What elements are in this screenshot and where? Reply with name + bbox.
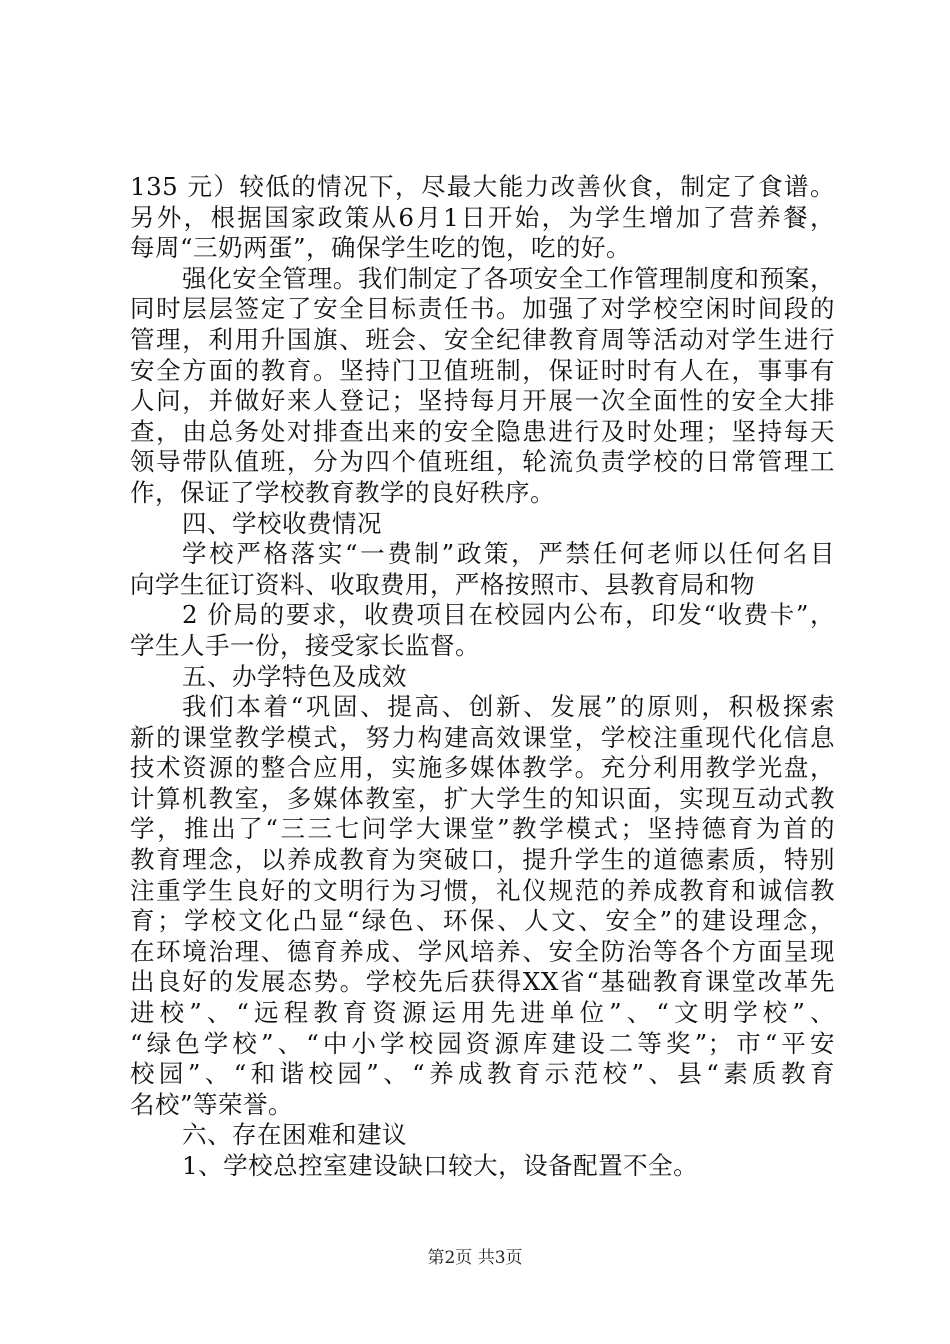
text-line: 六、存在困难和建议: [182, 1120, 407, 1150]
page-footer: 第2页 共3页: [427, 1248, 523, 1268]
text-line: 技术资源的整合应用，实施多媒体教学。充分利用教学光盘，: [130, 753, 835, 783]
document-body: [130, 172, 835, 1182]
text-line: 每周“三奶两蛋”，确保学生吃的饱，吃的好。: [130, 233, 632, 263]
text-line: 135 元）较低的情况下，尽最大能力改善伙食，制定了食谱。: [130, 172, 835, 201]
text-line: 向学生征订资料、收取费用，严格按照市、县教育局和物: [130, 569, 755, 599]
text-line: 育；学校文化凸显“绿色、环保、人文、安全”的建设理念，: [130, 906, 835, 936]
text-line: 强化安全管理。我们制定了各项安全工作管理制度和预案，: [182, 263, 835, 293]
text-line: 注重学生良好的文明行为习惯，礼仪规范的养成教育和诚信教: [130, 875, 835, 905]
text-line: 领导带队值班，分为四个值班组，轮流负责学校的日常管理工: [130, 447, 835, 477]
text-line: 安全方面的教育。坚持门卫值班制，保证时时有人在，事事有: [130, 355, 835, 385]
text-line: 1、学校总控室建设缺口较大，设备配置不全。: [182, 1151, 699, 1180]
text-line: 学，推出了“三三七问学大课堂”教学模式；坚持德育为首的: [130, 814, 835, 844]
text-line: 在环境治理、德育养成、学风培养、安全防治等各个方面呈现: [130, 936, 835, 966]
text-line: 进校”、“远程教育资源运用先进单位”、“文明学校”、: [130, 998, 835, 1028]
text-line: 人问，并做好来人登记；坚持每月开展一次全面性的安全大排: [130, 386, 835, 416]
text-line: 出良好的发展态势。学校先后获得XX省“基础教育课堂改革先: [130, 967, 835, 997]
text-line: 查，由总务处对排查出来的安全隐患进行及时处理；坚持每天: [130, 416, 835, 446]
text-line: 五、办学特色及成效: [182, 661, 407, 691]
text-line: 新的课堂教学模式，努力构建高效课堂，学校注重现代化信息: [130, 722, 835, 752]
text-line: 学校严格落实“一费制”政策，严禁任何老师以任何名目: [182, 539, 835, 569]
text-line: 四、学校收费情况: [182, 508, 382, 538]
text-line: 我们本着“巩固、提高、创新、发展”的原则，积极探索: [182, 692, 835, 722]
text-line: 名校”等荣誉。: [130, 1089, 294, 1119]
text-line: 同时层层签定了安全目标责任书。加强了对学校空闲时间段的: [130, 294, 835, 324]
text-line: 作，保证了学校教育教学的良好秩序。: [130, 477, 555, 507]
text-line: 管理，利用升国旗、班会、安全纪律教育周等活动对学生进行: [130, 324, 835, 354]
text-line: 教育理念，以养成教育为突破口，提升学生的道德素质，特别: [130, 845, 835, 875]
text-line: “绿色学校”、“中小学校园资源库建设二等奖”；市“平安: [130, 1028, 835, 1058]
text-line: 计算机教室，多媒体教室，扩大学生的知识面，实现互动式教: [130, 783, 835, 813]
text-line: 另外，根据国家政策从6月1日开始，为学生增加了营养餐，: [130, 202, 835, 232]
text-line: 学生人手一份，接受家长监督。: [130, 630, 480, 660]
text-line: 2 价局的要求，收费项目在校园内公布，印发“收费卡”，: [182, 600, 835, 630]
text-line: 校园”、“和谐校园”、“养成教育示范校”、县“素质教育: [130, 1059, 835, 1089]
